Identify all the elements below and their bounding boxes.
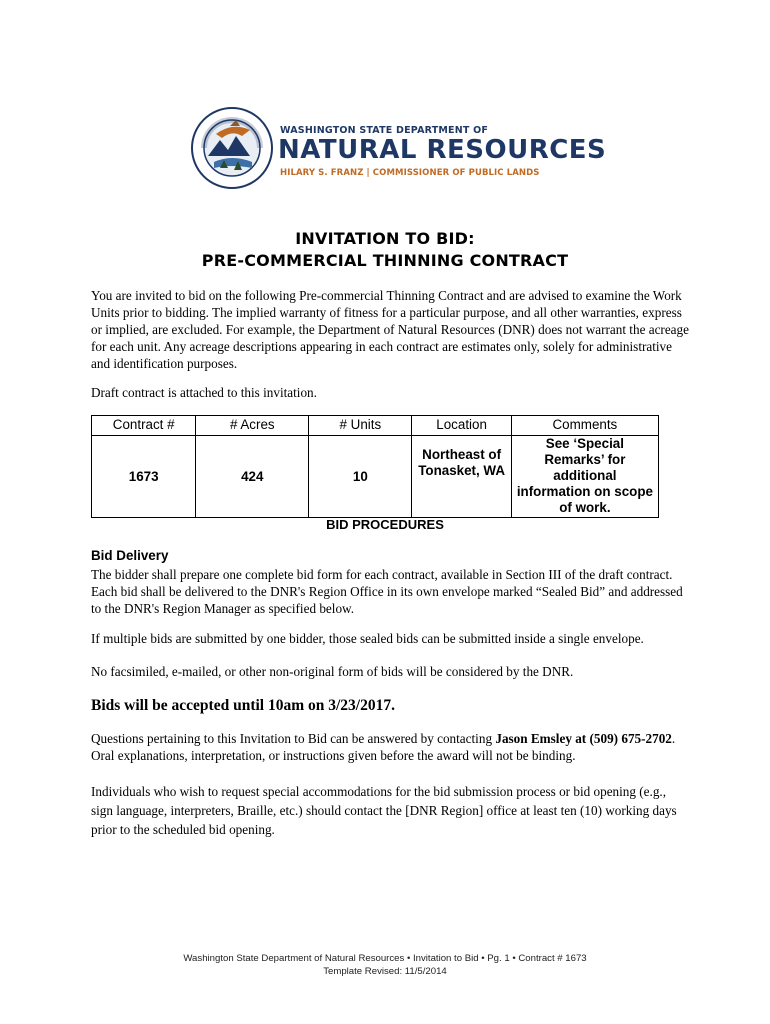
header-contract: Contract # [92,416,196,436]
questions-suffix: . Oral explanations, interpretation, or instructions given before the award will not be binding. [91,731,676,763]
header-comments: Comments [511,416,658,436]
logo-line-2: NATURAL RESOURCES [278,135,607,165]
cell-units: 10 [309,436,412,518]
logo-line-1: WASHINGTON STATE DEPARTMENT OF [280,125,489,136]
footer-line-1: Washington State Department of Natural Resources • Invitation to Bid • Pg. 1 • Contract # 1673 [183,953,587,964]
no-fax-paragraph: No facsimiled, e-mailed, or other non-original form of bids will be considered by the DNR. [91,664,574,679]
contract-table [91,415,659,518]
multiple-bids-paragraph: If multiple bids are submitted by one bidder, those sealed bids can be submitted inside a single envelope. [91,631,644,646]
title-line-1: INVITATION TO BID: [295,229,475,248]
questions-paragraph [91,730,691,764]
dnr-seal-icon [190,106,274,190]
table-header-row [92,416,659,436]
bid-delivery-paragraph: The bidder shall prepare one complete bid form for each contract, available in Section III of the draft contract. Each bid shall be delivered to the DNR's Region Office in its own envelope marked “Sealed Bid” and addressed to the DNR's Region Manager as specified below. [91,567,683,616]
table-row [92,436,659,518]
logo-line-3: HILARY S. FRANZ | COMMISSIONER OF PUBLIC LANDS [280,168,540,178]
cell-comments: See ‘Special Remarks’ for additional information on scope of work. [511,436,658,518]
cell-contract: 1673 [92,436,196,518]
footer-line-2: Template Revised: 11/5/2014 [323,966,447,977]
bid-procedures-heading: BID PROCEDURES [326,517,444,532]
bid-delivery-heading: Bid Delivery [91,548,169,563]
cell-acres: 424 [196,436,309,518]
bid-deadline: Bids will be accepted until 10am on 3/23/2017. [91,697,395,714]
accommodations-paragraph: Individuals who wish to request special accommodations for the bid submission process or bid opening (e.g., sign language, interpreters, Braille, etc.) should contact the [DNR Region] office at least ten (10) working days prior to the scheduled bid opening. [91,784,677,837]
header-acres: # Acres [196,416,309,436]
header-location: Location [412,416,511,436]
header-units: # Units [309,416,412,436]
dnr-logo [190,106,607,190]
cell-location: Northeast of Tonasket, WA [412,436,511,518]
intro-paragraph: You are invited to bid on the following Pre-commercial Thinning Contract and are advised to examine the Work Units prior to bidding. The implied warranty of fitness for a particular purpose, and all other warranties, express or implied, are excluded. For example, the Department of Natural Resources (DNR) does not warrant the acreage for each unit. Any acreage descriptions appearing in each contract are estimates only, solely for administrative and identification purposes. [91,288,689,371]
questions-prefix: Questions pertaining to this Invitation to Bid can be answered by contacting [91,731,496,746]
draft-note: Draft contract is attached to this invitation. [91,385,317,400]
contact-name-phone: Jason Emsley at (509) 675-2702 [495,731,672,746]
title-line-2: PRE-COMMERCIAL THINNING CONTRACT [201,251,569,270]
